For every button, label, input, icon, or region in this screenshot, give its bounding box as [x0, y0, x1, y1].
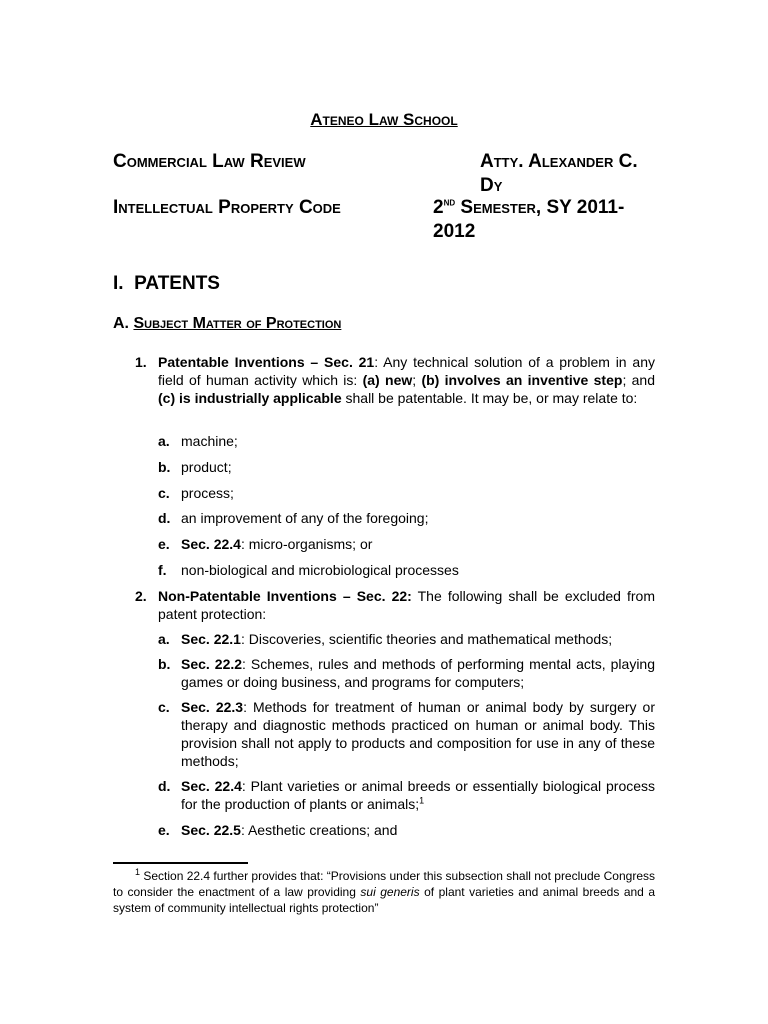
footnote-ref: 1 — [419, 795, 425, 806]
section-heading: I. PATENTS — [113, 273, 220, 294]
school-title: Ateneo Law School — [310, 110, 458, 129]
sub-list-item: b. product; — [158, 459, 232, 475]
sub-list-item: f. non-biological and microbiological processes — [158, 562, 459, 578]
course-name: Commercial Law Review — [113, 151, 306, 172]
sub-list-item: a. Sec. 22.1: Discoveries, scientific theories and mathematical methods; — [158, 631, 613, 647]
sub-list-item: c. Sec. 22.3: Methods for treatment of human or animal body by surgery or therapy and diagnostic methods practiced on human or animal body. This provision shall not apply to products and composition for use in any of these methods; — [158, 699, 656, 769]
semester-info: 2ND Semester, SY 2011-2012 — [433, 197, 625, 242]
sub-list-item: d. an improvement of any of the foregoing; — [158, 510, 429, 526]
professor-name: Atty. Alexander C. Dy — [480, 151, 638, 196]
footnote: $^1$ Section 22.4 further provides that: “Provisions under this subsection shall not preclude Congress to consider the enactment of a law providing sui generis of plant varieties and animal breeds and a system of community intellectual rights protection” — [113, 867, 656, 915]
sub-list-item: e. Sec. 22.4: micro-organisms; or — [158, 536, 373, 552]
sub-list-item: a. machine; — [158, 433, 238, 449]
footnote-divider — [113, 862, 248, 864]
list-item: 1. Patentable Inventions – Sec. 21: Any technical solution of a problem in any field of human activity which is: (a) new; (b) involves an inventive step; and (c) is industrially applicable shall be patentable. It may be, or may relate to: — [135, 354, 655, 406]
subsection-heading: A. Subject Matter of Protection — [113, 315, 342, 332]
sub-list-item: e. Sec. 22.5: Aesthetic creations; and — [158, 822, 398, 838]
sub-list-item: b. Sec. 22.2: Schemes, rules and methods of performing mental acts, playing games or doing business, and programs for computers; — [158, 656, 656, 690]
topic-name: Intellectual Property Code — [113, 197, 341, 218]
sub-list-item: c. process; — [158, 485, 234, 501]
course-header — [113, 150, 653, 196]
list-item: 2. Non-Patentable Inventions – Sec. 22: The following shall be excluded from patent protection: — [135, 588, 656, 622]
sub-list-item: d. Sec. 22.4: Plant varieties or animal breeds or essentially biological process for the production of plants or animals;$^1$ — [158, 778, 656, 812]
topic-header — [113, 196, 653, 242]
